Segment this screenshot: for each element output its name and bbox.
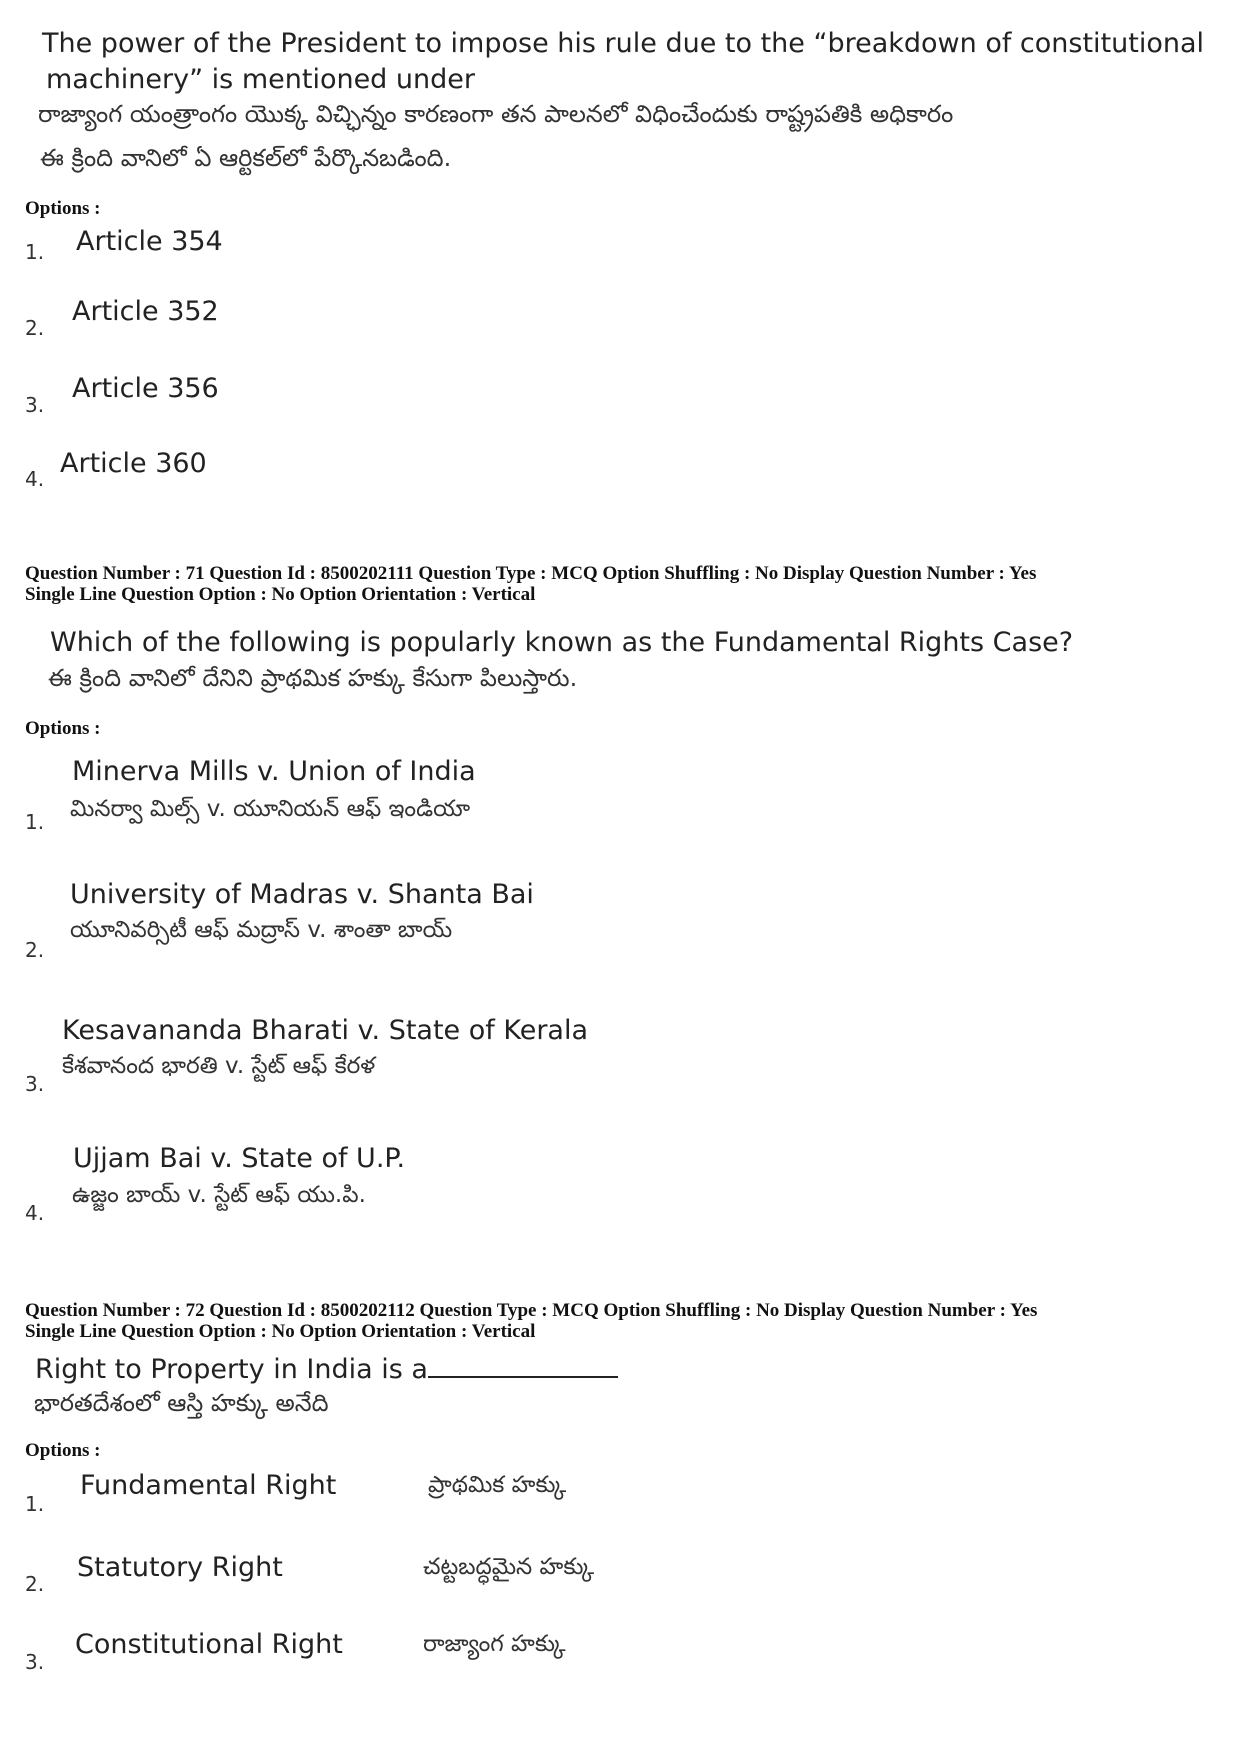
answer-blank [428,1352,618,1378]
options-label: Options : [25,198,101,219]
option-1-text[interactable]: Fundamental Right [80,1470,337,1501]
option-1-telugu: మినర్వా మిల్స్ v. యూనియన్ ఆఫ్ ఇండియా [70,796,471,822]
option-2-text[interactable]: Statutory Right [77,1552,283,1583]
option-number: 3. [25,1650,45,1674]
option-1-telugu: ప్రాథమిక హక్కు [428,1472,567,1498]
options-label: Options : [25,718,101,739]
question-71-meta-line2: Single Line Question Option : No Option Orientation : Vertical [25,584,536,605]
option-number: 4. [25,1201,45,1225]
question-71-telugu: ఈ క్రింది వానిలో దేనిని ప్రాథమిక హక్కు కేసుగా పిలుస్తారు. [48,664,578,692]
option-3-telugu: రాజ్యాంగ హక్కు [423,1631,566,1657]
option-number: 1. [25,810,45,834]
option-3-telugu: కేశవానంద భారతి v. స్టేట్ ఆఫ్ కేరళ [62,1053,376,1079]
option-2-text[interactable]: University of Madras v. Shanta Bai [70,879,534,910]
options-label: Options : [25,1440,101,1461]
option-4-text[interactable]: Ujjam Bai v. State of U.P. [73,1143,406,1174]
option-number: 3. [25,393,45,417]
option-number: 2. [25,1572,45,1596]
option-1-text[interactable]: Article 354 [76,226,223,257]
option-4-telugu: ఉజ్జం బాయ్ v. స్టేట్ ఆఫ్ యు.పి. [72,1182,366,1208]
question-70-text-line2: machinery” is mentioned under [46,64,475,95]
option-1-text[interactable]: Minerva Mills v. Union of India [72,756,476,787]
option-number: 1. [25,240,45,264]
question-72-text [35,1352,618,1385]
question-72-meta-line1: Question Number : 72 Question Id : 8500202112 Question Type : MCQ Option Shuffling : No Display Question Number : Yes [25,1300,1038,1321]
question-71-text: Which of the following is popularly known as the Fundamental Rights Case? [50,627,1074,658]
option-2-telugu: యూనివర్సిటీ ఆఫ్ మద్రాస్ v. శాంతా బాయ్ [70,917,453,943]
question-70-telugu-line1: రాజ్యాంగ యంత్రాంగం యొక్క విచ్ఛిన్నం కారణంగా తన పాలనలో విధించేందుకు రాష్ట్రపతికి అధికారం [38,100,954,128]
question-70-telugu-line2: ఈ క్రింది వానిలో ఏ ఆర్టికల్‌లో పేర్కొనబడింది. [40,144,452,172]
option-number: 2. [25,938,45,962]
option-3-text[interactable]: Article 356 [72,373,219,404]
question-72-text-content: Right to Property in India is a [35,1354,428,1385]
option-3-text[interactable]: Constitutional Right [75,1629,343,1660]
question-72-telugu: భారతదేశంలో ఆస్తి హక్కు అనేది [34,1389,329,1417]
question-70-text-line1: The power of the President to impose his rule due to the “breakdown of constitutional [42,28,1205,59]
option-2-text[interactable]: Article 352 [72,296,219,327]
option-2-telugu: చట్టబద్ధమైన హక్కు [423,1554,595,1580]
option-number: 2. [25,316,45,340]
option-3-text[interactable]: Kesavananda Bharati v. State of Kerala [62,1015,589,1046]
question-72-meta-line2: Single Line Question Option : No Option Orientation : Vertical [25,1321,536,1342]
option-number: 4. [25,467,45,491]
option-number: 3. [25,1072,45,1096]
option-number: 1. [25,1492,45,1516]
question-71-meta-line1: Question Number : 71 Question Id : 8500202111 Question Type : MCQ Option Shuffling : No Display Question Number : Yes [25,563,1037,584]
option-4-text[interactable]: Article 360 [60,448,207,479]
